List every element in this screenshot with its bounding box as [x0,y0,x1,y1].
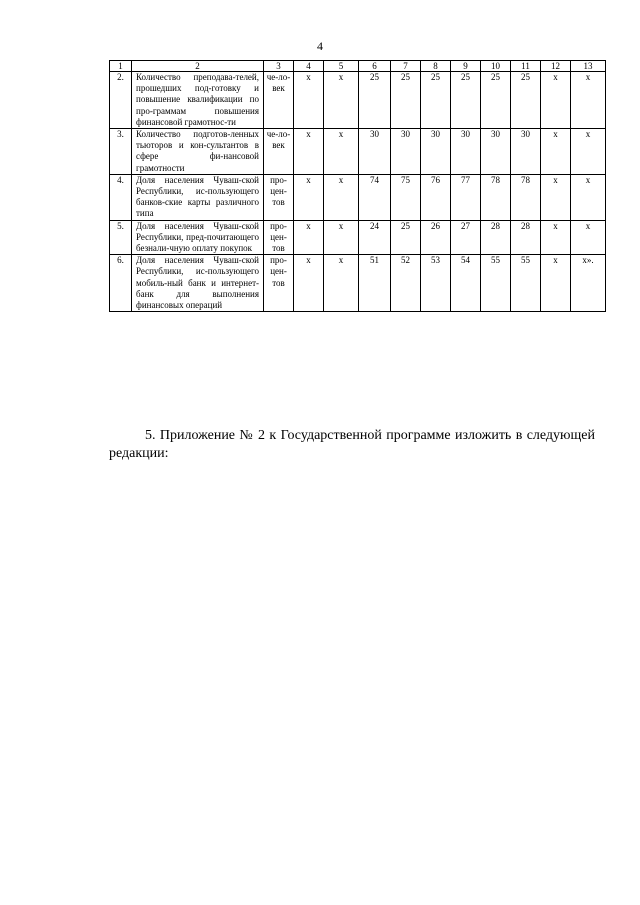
indicator-name-cell: Количество преподава-телей, прошедших под-готовку и повышение квалификации по про-граммам повышения финансовой грамотнос-ти [132,72,264,129]
table-row [110,129,606,175]
value-cell: 30 [481,129,511,175]
value-cell: x [541,255,571,312]
unit-cell: че-ло-век [264,72,294,129]
value-cell: 53 [421,255,451,312]
value-cell: 25 [481,72,511,129]
value-cell: 25 [421,72,451,129]
table-row [110,220,606,255]
value-cell: x [324,129,359,175]
indicators-table [109,60,606,312]
value-cell: 55 [511,255,541,312]
value-cell: x [324,72,359,129]
column-number-header: 12 [541,61,571,72]
column-number-header: 9 [451,61,481,72]
body-paragraph: 5. Приложение № 2 к Государственной программе изложить в следующей редакции: [109,428,595,461]
indicator-name-cell: Доля населения Чуваш-ской Республики, ис-пользующего мобиль-ный банк и интернет-банк для выполнения финансовых операций [132,255,264,312]
table-row [110,255,606,312]
value-cell: x [541,220,571,255]
value-cell: 52 [391,255,421,312]
unit-cell: про-цен-тов [264,255,294,312]
row-number-cell: 5. [110,220,132,255]
value-cell: x [294,129,324,175]
row-number-cell: 6. [110,255,132,312]
value-cell: 77 [451,174,481,220]
value-cell: 75 [391,174,421,220]
value-cell: 25 [391,72,421,129]
table-header-row [110,61,606,72]
column-number-header: 7 [391,61,421,72]
value-cell: 30 [421,129,451,175]
value-cell: x [294,220,324,255]
value-cell: 25 [359,72,391,129]
unit-cell: про-цен-тов [264,174,294,220]
table-row [110,72,606,129]
column-number-header: 2 [132,61,264,72]
value-cell: 30 [359,129,391,175]
value-cell: x [294,72,324,129]
column-number-header: 3 [264,61,294,72]
value-cell: x [541,174,571,220]
value-cell: 51 [359,255,391,312]
unit-cell: про-цен-тов [264,220,294,255]
value-cell: x [571,174,606,220]
value-cell: 25 [391,220,421,255]
column-number-header: 13 [571,61,606,72]
value-cell: 54 [451,255,481,312]
value-cell: 24 [359,220,391,255]
value-cell: 74 [359,174,391,220]
table-body [110,61,606,312]
row-number-cell: 3. [110,129,132,175]
value-cell: 78 [481,174,511,220]
value-cell: 76 [421,174,451,220]
value-cell: x [571,129,606,175]
value-cell: x [294,255,324,312]
value-cell: 25 [451,72,481,129]
column-number-header: 5 [324,61,359,72]
column-number-header: 10 [481,61,511,72]
value-cell: 30 [391,129,421,175]
value-cell: 30 [451,129,481,175]
value-cell: 26 [421,220,451,255]
value-cell: 78 [511,174,541,220]
indicator-name-cell: Доля населения Чуваш-ской Республики, ис-пользующего банков-ские карты различного типа [132,174,264,220]
value-cell: x [571,220,606,255]
value-cell: x [541,72,571,129]
value-cell: x [324,255,359,312]
value-cell: x». [571,255,606,312]
value-cell: x [571,72,606,129]
value-cell: 25 [511,72,541,129]
value-cell: x [294,174,324,220]
value-cell: 55 [481,255,511,312]
table-row [110,174,606,220]
column-number-header: 11 [511,61,541,72]
value-cell: 30 [511,129,541,175]
column-number-header: 8 [421,61,451,72]
column-number-header: 1 [110,61,132,72]
value-cell: x [324,174,359,220]
row-number-cell: 2. [110,72,132,129]
column-number-header: 6 [359,61,391,72]
column-number-header: 4 [294,61,324,72]
value-cell: x [324,220,359,255]
page-number: 4 [317,39,323,53]
indicator-name-cell: Количество подготов-ленных тьюторов и кон-сультантов в сфере фи-нансовой грамотности [132,129,264,175]
value-cell: 28 [481,220,511,255]
value-cell: x [541,129,571,175]
value-cell: 27 [451,220,481,255]
indicator-name-cell: Доля населения Чуваш-ской Республики, пред-почитающего безнали-чную оплату покупок [132,220,264,255]
unit-cell: че-ло-век [264,129,294,175]
value-cell: 28 [511,220,541,255]
row-number-cell: 4. [110,174,132,220]
